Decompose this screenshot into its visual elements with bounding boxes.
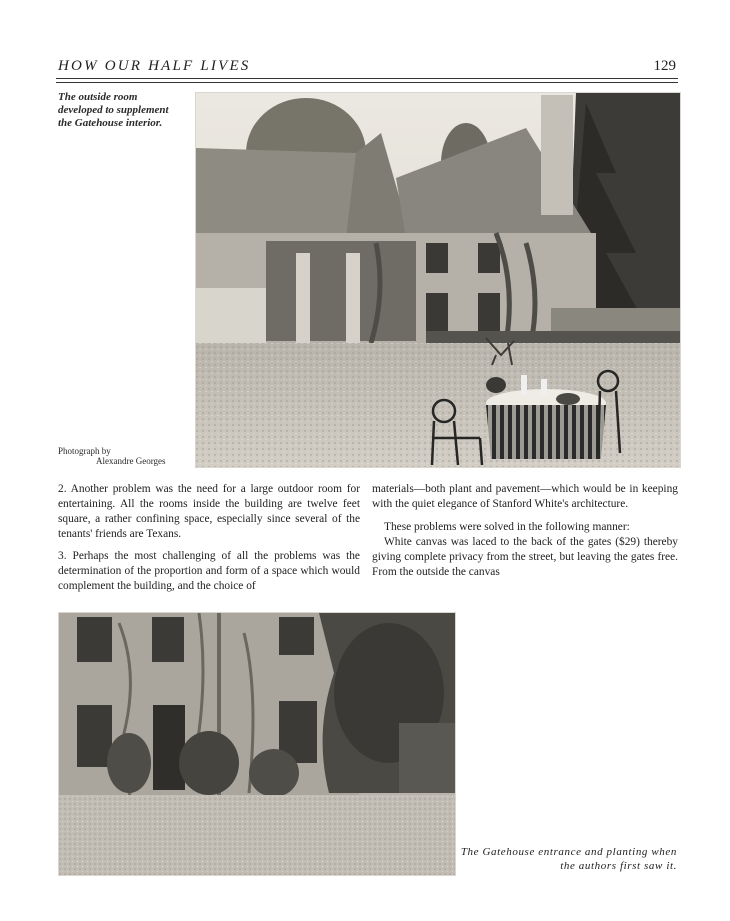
paragraph-problem-3: 3. Perhaps the most challenging of all the problems was the determination of the proportion and form of a space which would complement the building, and the choice of [58, 550, 360, 592]
paragraph-solutions-intro: These problems were solved in the following manner: [384, 521, 630, 533]
header-rule [56, 78, 678, 79]
photo-credit-name: Alexandre Georges [96, 456, 166, 466]
running-header-title: HOW OUR HALF LIVES [58, 58, 251, 74]
photo-credit [58, 446, 166, 466]
text-column-right [372, 482, 678, 580]
bottom-photo-caption: The Gatehouse entrance and planting when the authors first saw it. [460, 846, 677, 872]
text-column-left [58, 482, 360, 594]
page-number: 129 [653, 58, 676, 74]
paragraph-materials: materials—both plant and pavement—which would be in keeping with the quiet elegance of Stanford White's architecture. [372, 483, 678, 510]
top-photo-caption: The outside room developed to supplement the Gatehouse interior. [58, 91, 169, 129]
paragraph-canvas: White canvas was laced to the back of the gates ($29) thereby giving complete privacy from the street, but leaving the gates free. From the outside the canvas [372, 536, 678, 578]
photo-credit-line1: Photograph by [58, 446, 111, 456]
courtyard-photo [195, 92, 681, 468]
header-rule-thin [56, 82, 678, 83]
paragraph-problem-2: 2. Another problem was the need for a large outdoor room for entertaining. All the rooms inside the building are twelve feet square, a rather confining space, especially since several of the tenants' friends are Texans. [58, 483, 360, 540]
gatehouse-entrance-photo [58, 612, 456, 876]
